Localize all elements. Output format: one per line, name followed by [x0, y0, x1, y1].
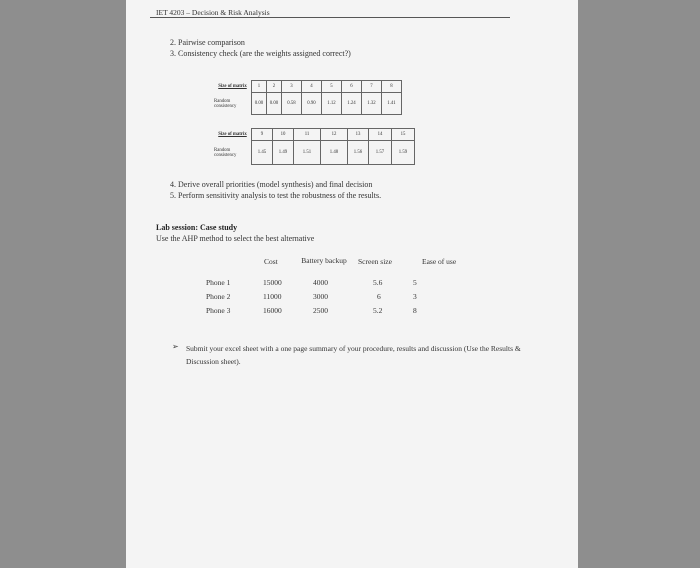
table2-value-cell: 1.59 — [392, 141, 415, 165]
table1-value-cell: 0.00 — [267, 93, 282, 115]
table1-value-cell: 1.41 — [382, 93, 402, 115]
table2-size-cell: 12 — [321, 129, 348, 141]
table2-size-cell: 11 — [294, 129, 321, 141]
table1-size-cell: 1 — [252, 81, 267, 93]
cell-ease-of-use: 8 — [413, 306, 417, 315]
list-item-5: 5. Perform sensitivity analysis to test the robustness of the results. — [170, 191, 382, 200]
cell-screen-size: 5.2 — [373, 306, 383, 315]
table1-size-label: Size of matrix — [214, 81, 252, 93]
lab-subtitle: Use the AHP method to select the best alternative — [156, 234, 315, 243]
header-rule — [150, 17, 510, 18]
table1-value-cell: 0.00 — [252, 93, 267, 115]
cell-cost: 16000 — [263, 306, 282, 315]
table1-size-cell: 5 — [322, 81, 342, 93]
table1-size-cell: 6 — [342, 81, 362, 93]
page-header: IET 4203 – Decision & Risk Analysis — [156, 8, 270, 17]
cell-screen-size: 6 — [377, 292, 381, 301]
table1-size-cell: 2 — [267, 81, 282, 93]
table2-value-cell: 1.57 — [369, 141, 392, 165]
table2-size-label: Size of matrix — [214, 129, 252, 141]
table2-value-cell: 1.45 — [252, 141, 273, 165]
submit-instruction: Submit your excel sheet with a one page summary of your procedure, results and discussion (Use the Results & Discussion sheet). — [186, 344, 521, 366]
column-header-battery: Battery backup — [301, 256, 347, 265]
table1-size-cell: 8 — [382, 81, 402, 93]
cell-ease-of-use: 3 — [413, 292, 417, 301]
row-label-phone-1: Phone 1 — [206, 278, 231, 287]
arrow-bullet-icon: ➢ — [172, 342, 179, 351]
random-index-table-2 — [214, 128, 415, 165]
lab-title: Lab session: Case study — [156, 223, 238, 232]
table1-value-cell: 1.12 — [322, 93, 342, 115]
table1-random-label: Random consistency — [214, 93, 252, 115]
column-header-ease-of-use: Ease of use — [422, 257, 457, 266]
list-item-4: 4. Derive overall priorities (model synthesis) and final decision — [170, 180, 373, 189]
cell-cost: 11000 — [263, 292, 282, 301]
table2-size-cell: 10 — [273, 129, 294, 141]
table2-size-cell: 14 — [369, 129, 392, 141]
list-item-3: 3. Consistency check (are the weights assigned correct?) — [170, 49, 351, 58]
table1-value-cell: 0.90 — [302, 93, 322, 115]
cell-battery: 2500 — [313, 306, 328, 315]
table2-size-cell: 13 — [348, 129, 369, 141]
cell-battery: 3000 — [313, 292, 328, 301]
document-page — [126, 0, 578, 568]
table1-value-cell: 1.24 — [342, 93, 362, 115]
table1-value-cell: 0.58 — [282, 93, 302, 115]
row-label-phone-3: Phone 3 — [206, 306, 231, 315]
table2-value-cell: 1.48 — [321, 141, 348, 165]
table1-value-cell: 1.32 — [362, 93, 382, 115]
random-index-table-1 — [214, 80, 402, 115]
table1-size-cell: 3 — [282, 81, 302, 93]
row-label-phone-2: Phone 2 — [206, 292, 231, 301]
table1-size-cell: 7 — [362, 81, 382, 93]
cell-ease-of-use: 5 — [413, 278, 417, 287]
table2-size-cell: 15 — [392, 129, 415, 141]
table2-value-cell: 1.56 — [348, 141, 369, 165]
table2-random-label: Random consistency — [214, 141, 252, 165]
cell-cost: 15000 — [263, 278, 282, 287]
list-item-2: 2. Pairwise comparison — [170, 38, 245, 47]
table2-size-cell: 9 — [252, 129, 273, 141]
column-header-screen-size: Screen size — [358, 257, 392, 266]
table2-value-cell: 1.49 — [273, 141, 294, 165]
table2-value-cell: 1.51 — [294, 141, 321, 165]
table1-size-cell: 4 — [302, 81, 322, 93]
column-header-cost: Cost — [264, 257, 278, 266]
cell-screen-size: 5.6 — [373, 278, 383, 287]
cell-battery: 4000 — [313, 278, 328, 287]
